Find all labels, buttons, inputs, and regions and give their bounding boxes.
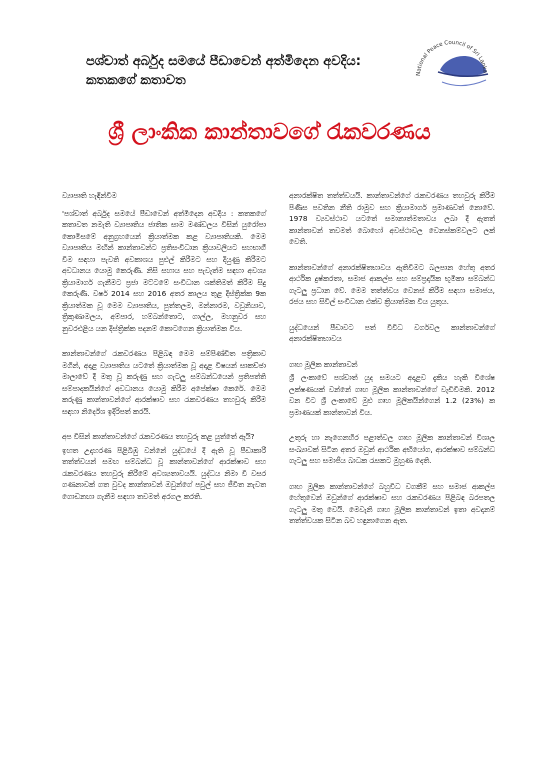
paragraph: 'පශ්චාත් අර්බුද සමයේ පීඩාවෙන් අත්මිදෙන අවදිය : කතකගේ කතාවත නමැති ව්‍යාපෘතිය ජාතික සාම මණ්ඩලය විසින් යුරෝපා කොමිසමේ අනුග්‍රහයෙන් ක්‍රියාත්මක කළ ව්‍යාපෘතියකි. මෙම ව්‍යාපෘතිය මඟින් කාන්තාවන්ට ප්‍රතිසංවිධාන ක්‍රියාවලියට සහභාගී වීම සඳහා පැවති අවකාශය පුළුල් කිරීමට සහ දියුණු කිරීමට අවධානය යොමු කෙරුණි. නිසි සහාය සහ පැවැත්ම සඳහා අවශ්‍ය ක්‍රියාමාර්ග ගැනීමට ප්‍රජා මට්ටමේ සංවිධාන ශක්තිමත් කිරීම සිදු කෙරුණි. වර්ෂ 2014 සහ 2016 අතර කාලය තුළ දිස්ත්‍රික්ක 9ක ක්‍රියාත්මක වූ මෙම ව්‍යාපෘතිය, පුත්තලම, මන්නාරම, වවුනියාව, ත්‍රිකුණාමලය, අම්පාර, හම්බන්තොට, ගාල්ල, මහනුවර සහ නුවරඑළිය යන දිස්ත්‍රික්ක පදනම් කොටගෙන ක්‍රියාත්මක විය.	[62, 208, 266, 333]
subheading: ගෘහ මූලික කාන්තාවන්	[289, 359, 358, 369]
svg-text:National Peace Council of Sri: National Peace Council of Sri Lanka	[415, 39, 488, 77]
npc-logo	[402, 24, 502, 124]
paragraph: අනාරක්ෂිත තත්ත්වයයි. කාන්තාවන්ගේ රැකවරණය තහවුරු කිරීම පිණිස පවතින නීති රාමුව සහ ක්‍රියාමාර්ග ප්‍රමාණවත් නොවේ. 1978 ව්‍යවස්ථාව යටතේ සමානාත්මතාවය ලබා දී ඇතත් කාන්තාවන් තවමත් බොහෝ අවස්ථාවල වෙනස්කම්වලට ලක් වෙති.	[289, 191, 495, 246]
header	[0, 0, 539, 120]
subheading: යුද්ධයෙන් පීඩාවට පත් විවිධ වර්ගවල කාන්තාවන්ගේ අනාරක්ෂිතභාවය	[289, 322, 495, 343]
subheading: අප විසින් කාන්තාවන්ගේ රැකවරණය තහවුරු කළ යුත්තේ ඇයි?	[62, 432, 255, 441]
paragraph: උතුරු හා නැගෙනහිර පළාත්වල ගෘහ මූලික කාන්තාවන් විශාල සංඛ්‍යාවක් සිටින අතර ඔවුන් ආර්ථික අභියෝග, ආරක්ෂාව සම්බන්ධ ගැටලු සහ සමාජීය බාධක රැසකට මුහුණ දෙති.	[289, 433, 495, 465]
section-heading: ව්‍යාපෘති හැඳින්වීම	[62, 191, 117, 200]
paragraph: කාන්තාවන්ගේ රැකවරණය පිළිබඳ මෙම සම්පිණ්ඩිත පත්‍රිකාව මගින්, අදාළ ව්‍යාපෘතිය යටතේ ක්‍රියාත්මක වූ අදාළ විෂයන් සාකච්ඡා මාලාවේ දී මතු වූ කරුණු සහ ගැටලු සම්බන්ධයෙන් ප්‍රතිපත්ති සම්පාදකයින්ගේ අවධානය යොමු කිරීම අපේක්ෂා කෙරේ. මෙම කරුණු කාන්තාවන්ගේ ආරක්ෂාව සහ රැකවරණය තහවුරු කිරීම සඳහා නිර්දේශ ඉදිරිපත් කරයි.	[62, 349, 266, 416]
right-column	[289, 190, 495, 541]
paragraph: ගෘහ මූලික කාන්තාවන්ගේ බහුවිධ වගකීම් සහ සමාජ ආකල්ප හේතුවෙන් ඔවුන්ගේ ආරක්ෂාව සහ රැකවරණය පිළිබඳ බරපතල ගැටලු මතු වෙයි. මෙවැනි ගෘහ මූලික කාන්තාවන් ඉතා අවදානම් තත්ත්වයක සිටින බව හඳුනාගෙන ඇත.	[289, 481, 495, 525]
main-title: ශ්‍රී ලාංකික කාන්තාවගේ රැකවරණය	[108, 120, 431, 145]
paragraph: කාන්තාවන්ගේ අනාරක්ෂිතභාවය ඇතිවීමට බලපාන හේතු අතර ආර්ථික දුෂ්කරතා, සමාජ ආකල්ප සහ සම්ප්‍රදායික භූමිකා සම්බන්ධ ගැටලු ප්‍රධාන වේ. මෙම තත්ත්වය වෙනස් කිරීම සඳහා සමාජය, රජය සහ සිවිල් සංවිධාන එක්ව ක්‍රියාත්මක විය යුතුය.	[289, 262, 495, 306]
left-column	[62, 190, 266, 516]
paragraph: ඉහත උදාහරණ පිළිබිඹු වන්නේ යුද්ධයේ දී ඇති වූ පීඩාකාරී තත්ත්වයන් සමඟ සම්බන්ධ වූ කාන්තාවන්ගේ ආරක්ෂාව සහ රැකවරණය තහවුරු කිරීමේ අවශ්‍යතාවයයි. යුද්ධය නිමා වී වසර ගණනාවක් ගත වුවද කාන්තාවන් ඔවුන්ගේ පවුල් සහ ජීවිත නැවත ගොඩනඟා ගැනීම සඳහා තවමත් අරගල කරති.	[62, 445, 266, 501]
paragraph: ශ්‍රී ලංකාවේ පශ්චාත් යුද සමයට අදාළව දැකිය හැකි විශේෂ ලක්ෂණයක් වන්නේ ගෘහ මූලික කාන්තාවන්ගේ වැඩිවීමකි. 2012 වන විට ශ්‍රී ලංකාවේ මුළු ගෘහ මූලිකයින්ගෙන් 1.2 (23%) ක ප්‍රමාණයක් කාන්තාවන් විය.	[289, 373, 495, 417]
header-title: පශ්චාත් අර්බුද සමයේ පීඩාවෙන් අත්මිදෙන අවදිය: කතකගේ කතාවත	[86, 54, 361, 88]
